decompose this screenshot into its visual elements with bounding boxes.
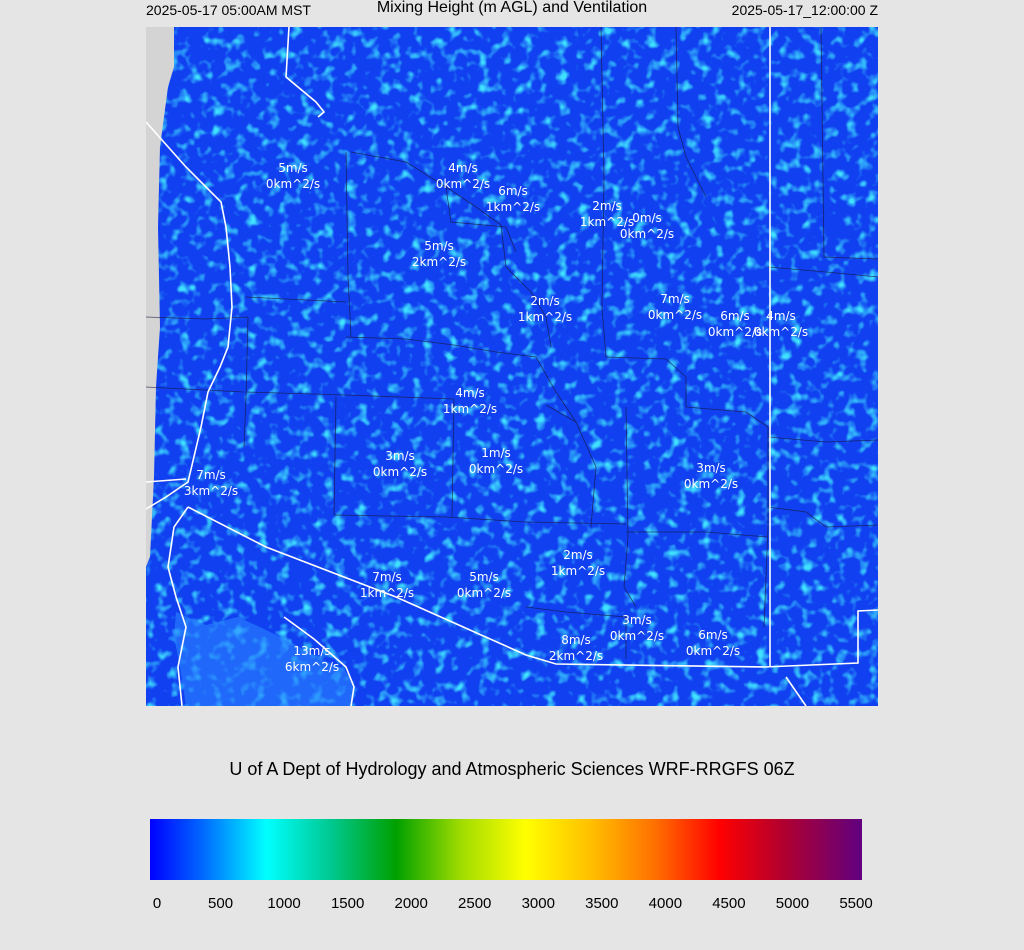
colorbar-tick-label: 4500 [712, 895, 746, 912]
ventilation-label: 6km^2/s [284, 660, 340, 674]
colorbar-tick-label: 1500 [330, 895, 365, 912]
wind-speed-label: 5m/s [278, 161, 308, 175]
wind-speed-label: 2m/s [592, 199, 622, 213]
ventilation-label: 1km^2/s [550, 564, 606, 578]
wind-speed-label: 6m/s [720, 309, 750, 323]
wind-speed-label: 6m/s [498, 184, 528, 198]
wind-speed-label: 0m/s [632, 211, 662, 225]
colorbar-tick-label: 2500 [458, 895, 492, 912]
wind-speed-label: 3m/s [385, 449, 415, 463]
colorbar-tick-label: 3500 [585, 895, 619, 912]
wind-speed-label: 2m/s [563, 548, 593, 562]
colorbar-tick-label: 5500 [839, 895, 873, 912]
ventilation-label: 0km^2/s [647, 308, 703, 322]
ventilation-label: 0km^2/s [685, 644, 741, 658]
valid-time-label: 2025-05-17_12:00:00 Z [731, 2, 878, 18]
wind-speed-label: 6m/s [698, 628, 728, 642]
wind-speed-label: 8m/s [561, 633, 591, 647]
ventilation-label: 1km^2/s [517, 310, 573, 324]
ventilation-label: 0km^2/s [619, 227, 675, 241]
ventilation-label: 0km^2/s [265, 177, 321, 191]
wind-speed-label: 7m/s [196, 468, 226, 482]
colorbar-ticks [0, 895, 1024, 917]
ventilation-label: 0km^2/s [456, 586, 512, 600]
wind-speed-label: 4m/s [448, 161, 478, 175]
colorbar-tick-label: 4000 [648, 895, 683, 912]
credit-line: U of A Dept of Hydrology and Atmospheric Sciences WRF-RRGFS 06Z [229, 759, 795, 779]
wind-speed-label: 5m/s [469, 570, 499, 584]
wind-speed-label: 3m/s [622, 613, 652, 627]
ventilation-label: 1km^2/s [485, 200, 541, 214]
wind-speed-label: 13m/s [293, 644, 331, 658]
colorbar-tick-label: 5000 [775, 895, 810, 912]
field-speckle [146, 27, 878, 706]
colorbar-tick-label: 0 [152, 895, 162, 912]
local-time-label: 2025-05-17 05:00AM MST [146, 2, 311, 18]
colorbar-tick-label: 2000 [394, 895, 428, 912]
ventilation-label: 0km^2/s [683, 477, 739, 491]
ventilation-label: 0km^2/s [435, 177, 491, 191]
map-title: Mixing Height (m AGL) and Ventilation [376, 0, 648, 16]
wind-speed-label: 1m/s [481, 446, 511, 460]
ventilation-label: 2km^2/s [411, 255, 467, 269]
colorbar-tick-label: 1000 [267, 895, 301, 912]
ventilation-label: 0km^2/s [707, 325, 763, 339]
ventilation-label: 0km^2/s [753, 325, 809, 339]
colorbar [150, 819, 862, 880]
wind-speed-label: 4m/s [766, 309, 796, 323]
ventilation-label: 1km^2/s [442, 402, 498, 416]
colorbar-tick-label: 3000 [521, 895, 555, 912]
wind-speed-label: 3m/s [696, 461, 726, 475]
ventilation-label: 1km^2/s [359, 586, 415, 600]
mixing-height-map [146, 27, 878, 706]
colorbar-tick-label: 500 [208, 895, 234, 912]
wind-speed-label: 7m/s [660, 292, 690, 306]
ventilation-label: 0km^2/s [468, 462, 524, 476]
ventilation-label: 2km^2/s [548, 649, 604, 663]
ventilation-label: 0km^2/s [609, 629, 665, 643]
ventilation-label: 0km^2/s [372, 465, 428, 479]
wind-speed-label: 5m/s [424, 239, 454, 253]
colorbar-gradient [150, 819, 862, 880]
ventilation-label: 1km^2/s [579, 215, 635, 229]
wind-speed-label: 7m/s [372, 570, 402, 584]
ventilation-label: 3km^2/s [183, 484, 239, 498]
wind-speed-label: 2m/s [530, 294, 560, 308]
wind-speed-label: 4m/s [455, 386, 485, 400]
